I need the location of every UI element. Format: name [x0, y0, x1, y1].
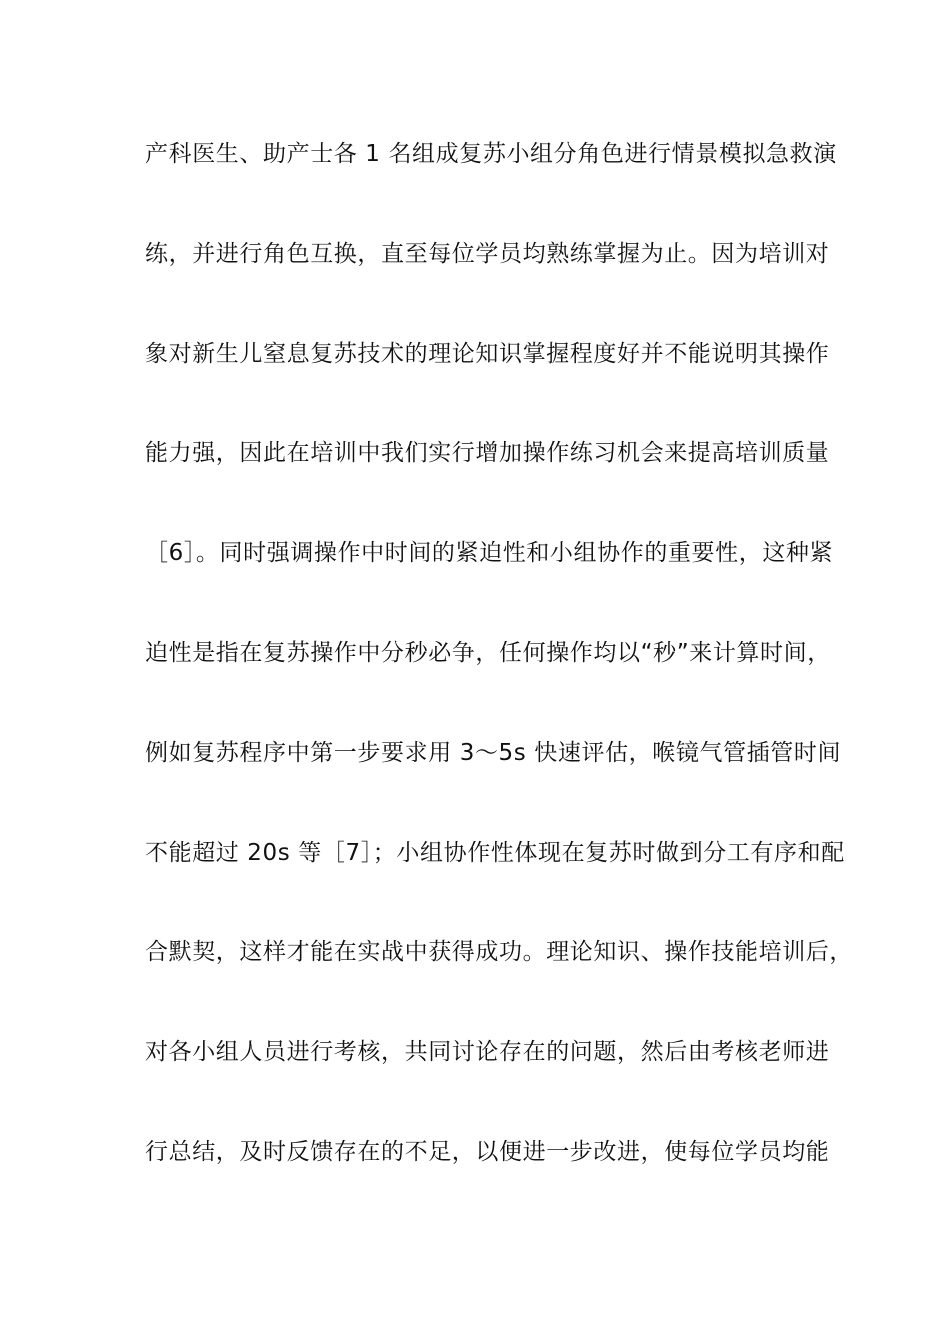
body-text — [145, 130, 853, 1228]
text-line: 迫性是指在复苏操作中分秒必争，任何操作均以“秒”来计算时间， — [145, 639, 831, 666]
text-line: 合默契，这样才能在实战中获得成功。理论知识、操作技能培训后， — [145, 939, 853, 966]
text-line: 对各小组人员进行考核，共同讨论存在的问题，然后由考核老师进 — [145, 1039, 830, 1066]
text-line: 练，并进行角色互换，直至每位学员均熟练掌握为止。因为培训对 — [145, 240, 830, 267]
text-line: 不能超过 20s 等［7］；小组协作性体现在复苏时做到分工有序和配 — [145, 839, 845, 866]
text-line: 行总结，及时反馈存在的不足，以便进一步改进，使每位学员均能 — [145, 1138, 830, 1165]
text-line: 例如复苏程序中第一步要求用 3～5s 快速评估，喉镜气管插管时间 — [145, 739, 842, 766]
text-line: 能力强，因此在培训中我们实行增加操作练习机会来提高培训质量 — [145, 440, 830, 467]
text-line: ［6］。同时强调操作中时间的紧迫性和小组协作的重要性，这种紧 — [145, 540, 834, 567]
text-line: 产科医生、助产士各 1 名组成复苏小组分角色进行情景模拟急救演 — [145, 141, 837, 167]
text-line: 象对新生儿窒息复苏技术的理论知识掌握程度好并不能说明其操作 — [145, 340, 830, 367]
